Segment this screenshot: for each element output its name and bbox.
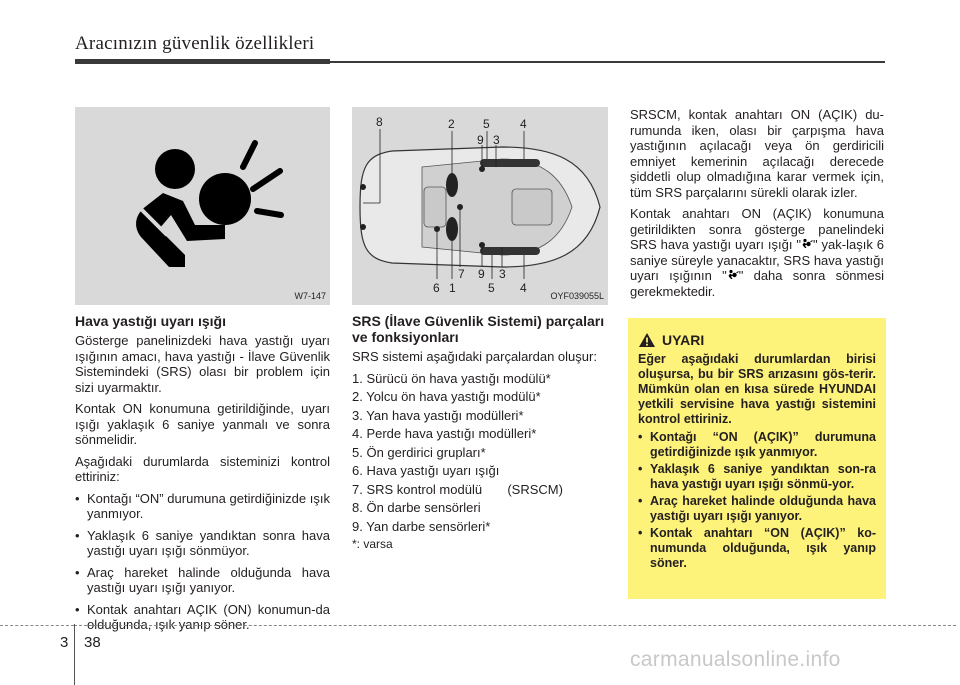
warning-triangle-icon [638,332,656,348]
watermark: carmanualsonline.info [630,648,841,671]
figure-label: OYF039055L [550,291,604,301]
list-item: 6. Hava yastığı uyarı ışığı [352,463,500,478]
column-1 [75,313,330,639]
list-item: • Araç hareket halinde olduğunda hava yastığı uyarı ışığı yanıyor. [638,494,876,524]
header-rule-thick [75,59,330,64]
paragraph: SRS sistemi aşağıdaki parçalardan oluşur: [352,349,597,364]
callout-3: 3 [493,133,500,147]
callout-9-bottom: 9 [478,267,485,281]
list-item: 2. Yolcu ön hava yastığı modülü* [352,389,541,404]
airbag-warning-icon [801,238,813,250]
bullet-list [75,491,330,633]
callout-9: 9 [477,133,484,147]
list-item: • Yaklaşık 6 saniye yandıktan son-ra hava yastığı uyarı ışığı sönmü-yor. [638,462,876,492]
callout-3-bottom: 3 [499,267,506,281]
warning-box [628,318,886,599]
footer-divider [74,624,75,685]
warning-title-row [638,332,876,348]
list-item: • Kontak anahtarı “ON (AÇIK)” ko-numunda olduğunda, ışık yanıp söner. [638,526,876,571]
paragraph: SRSCM, kontak anahtarı ON (AÇIK) du-rumunda iken, olası bir çarpışma hava yastığının açılacağı veya ön gerdiricili emniyet kemerinin açılacağı derecede şiddetli olup olmadığına karar vermek için, tüm SRS parçalarını sürekli olarak izler. [630,107,884,200]
header-rule-thin [330,61,885,63]
figure-label: W7-147 [294,291,326,301]
callout-4-bottom: 4 [520,281,527,295]
list-item: 7. SRS kontrol modülü (SRSCM) [352,481,563,497]
airbag-warning-figure [75,107,330,305]
callout-5: 5 [483,117,490,131]
paragraph-part: " daha sonra sönmesi gerekmektedir. [630,268,884,299]
list-item: 4. Perde hava yastığı modülleri* [352,426,537,441]
callout-4: 4 [520,117,527,131]
list-item: 3. Yan hava yastığı modülleri* [352,407,524,423]
list-item: • Yaklaşık 6 saniye yandıktan sonra hava yastığı uyarı ışığı sönmüyor. [75,528,330,559]
warning-bullets [638,430,876,571]
paragraph-part: " yak-laşık 6 saniye süreyle yanacaktır, SRS hava yastığı uyarı ışığının " [630,237,885,283]
callout-8: 8 [376,115,383,129]
list-item: • Kontağı “ON (AÇIK)” durumuna getirdiğinizde ışık yanmıyor. [638,430,876,460]
page-number: 38 [84,634,101,651]
paragraph-part: Kontak anahtarı ON (AÇIK) konumuna getirildikten sonra gösterge panelindeki SRS hava yastığı uyarı ışığı " [630,206,884,252]
callout-1: 1 [449,281,456,295]
column-3 [630,107,884,305]
section-heading: Hava yastığı uyarı ışığı [75,313,226,329]
list-item: 8. Ön darbe sensörleri [352,500,481,515]
footnote: *: varsa [352,537,393,551]
column-2 [352,313,608,553]
airbag-warning-icon [727,269,739,281]
list-item: 5. Ön gerdirici grupları* [352,444,486,460]
footer-rule [74,625,956,626]
list-item: 1. Sürücü ön hava yastığı modülü* [352,370,551,386]
list-item: • Araç hareket halinde olduğunda hava yastığı uyarı ışığı yanıyor. [75,565,330,596]
callout-5-bottom: 5 [488,281,495,295]
callout-2: 2 [448,117,455,131]
callout-7: 7 [458,267,465,281]
paragraph: Gösterge panelinizdeki hava yastığı uyarı ışığının amacı, hava yastığı - İlave Güvenlik Sistemindeki (SRS) olası bir problem için sizi uyarmaktır. [75,333,330,395]
srs-components-figure [352,107,608,305]
paragraph: Kontak ON konumuna getirildiğinde, uyarı ışığı yaklaşık 6 saniye yanmalı ve sonra sönmelidir. [75,401,330,447]
airbag-warning-icon [75,107,330,305]
paragraph: Aşağıdaki durumlarda sisteminizi kontrol ettiriniz: [75,453,330,484]
list-item: • Kontak anahtarı AÇIK (ON) konumun-da olduğunda, ışık yanıp söner. [75,602,330,633]
callout-6: 6 [433,281,440,295]
warning-intro: Eğer aşağıdaki durumlardan birisi oluşursa, bu bir SRS arızasını gös-terir. Mümkün olan en kısa sürede HYUNDAI yetkili servisine hava yastığı sistemini kontrol ettiriniz. [638,352,876,426]
section-heading: SRS (İlave Güvenlik Sistemi) parçaları ve fonksiyonları [352,313,605,345]
list-item: 9. Yan darbe sensörleri* [352,518,491,534]
page-header-title: Aracınızın güvenlik özellikleri [75,33,315,54]
component-list [352,371,608,535]
list-item: • Kontağı “ON” durumuna getirdiğinizde ışık yanmıyor. [75,491,330,522]
paragraph [630,206,884,299]
footer-rule-left [0,625,74,626]
chapter-number: 3 [60,634,69,651]
warning-title: UYARI [662,331,705,348]
